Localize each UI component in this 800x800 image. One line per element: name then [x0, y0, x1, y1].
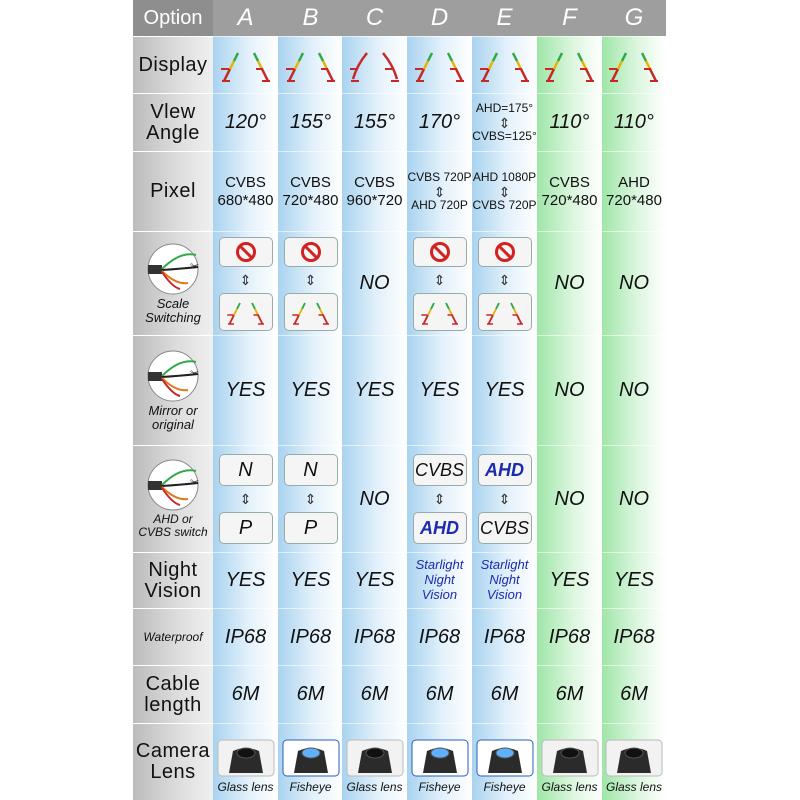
row-label-text: Scale — [156, 295, 190, 311]
view-angle-cell-f — [537, 94, 602, 151]
night-vision-cell-d — [407, 553, 472, 608]
night-vision-value: Vision — [486, 586, 523, 602]
display-cell-f — [537, 37, 602, 93]
waterproof-value: IP68 — [224, 625, 267, 648]
night-vision-value: YES — [613, 569, 655, 591]
cable-cell-b — [278, 666, 343, 723]
mirror-cell-c — [342, 336, 407, 445]
camera-lens-cell-g — [602, 724, 666, 800]
switch-option-text: N — [303, 458, 318, 481]
camera-lens-cell-d — [407, 724, 472, 800]
swap-arrow-icon: ⇕ — [304, 491, 317, 507]
cable-cell-d — [407, 666, 472, 723]
cable-value: 6M — [620, 683, 648, 705]
mirror-value: YES — [484, 379, 525, 401]
waterproof-cell-f — [537, 609, 602, 665]
row-label-text: Night — [148, 558, 198, 581]
prohibited-icon — [429, 241, 451, 263]
lens-type-label: Fisheye — [289, 780, 332, 794]
night-vision-value: Night — [489, 572, 520, 588]
parking-guide-lines-icon — [288, 297, 334, 327]
column-header-c: C — [342, 0, 407, 36]
pixel-value: AHD 720P — [411, 197, 468, 212]
pixel-value: CVBS 720P — [472, 197, 537, 212]
lens-type-label: Glass lens — [541, 780, 598, 794]
parking-guide-lines-icon — [540, 45, 600, 85]
row-label-text: Pixel — [150, 180, 196, 202]
scale-cell-e — [472, 232, 537, 335]
mirror-cell-f — [537, 336, 602, 445]
ahd-switch-cell-c — [342, 446, 407, 552]
column-header-b: B — [278, 0, 343, 36]
pixel-cell-g — [602, 152, 666, 231]
parking-guide-lines-icon — [216, 45, 276, 85]
switch-option-box — [478, 512, 532, 544]
row-label-text: AHD or — [153, 512, 193, 527]
view-angle-cell-c — [342, 94, 407, 151]
pixel-value: AHD 1080P — [472, 169, 537, 184]
swap-arrow-icon: ⇕ — [304, 271, 317, 288]
night-vision-value: YES — [354, 569, 395, 591]
switch-option-text: P — [238, 516, 253, 539]
night-vision-value: YES — [549, 569, 590, 591]
row-label-text: original — [152, 416, 194, 432]
row-label-mirror — [133, 336, 213, 445]
display-cell-e — [472, 37, 537, 93]
guide-lines-box — [219, 293, 273, 331]
lens-type-label: Fisheye — [483, 780, 526, 794]
pixel-cell-a — [213, 152, 278, 231]
row-label-text: Vision — [144, 579, 202, 602]
swap-arrow-icon: ⇕ — [498, 491, 511, 507]
row-label-pixel — [133, 152, 213, 231]
row-label-text: Cable — [145, 672, 201, 695]
switch-option-text: P — [303, 516, 318, 539]
prohibited-icon — [300, 241, 322, 263]
view-angle-value: 120° — [224, 111, 267, 133]
scale-wire-icon — [142, 243, 204, 295]
glass-lens-icon — [605, 739, 663, 777]
ahd-switch-cell-d — [407, 446, 472, 552]
ahd-switch-value: NO — [619, 487, 649, 510]
switch-option-text: CVBS — [414, 459, 465, 480]
parking-guide-lines-icon — [281, 45, 341, 85]
pixel-cell-e — [472, 152, 537, 231]
view-angle-value: 170° — [418, 111, 461, 133]
guide-lines-box — [478, 293, 532, 331]
lens-type-label: Glass lens — [346, 780, 403, 794]
parking-guide-lines-icon — [345, 45, 405, 85]
row-label-scale — [133, 232, 213, 335]
waterproof-cell-b — [278, 609, 343, 665]
ahd_switch-wire-icon — [142, 459, 204, 511]
swap-arrow-icon: ⇕ — [498, 271, 511, 288]
svg-text:✂: ✂ — [190, 259, 200, 273]
night-vision-cell-a — [213, 553, 278, 608]
switch-option-box — [284, 454, 338, 486]
pixel-value: CVBS — [290, 173, 331, 191]
row-label-text: CVBS switch — [138, 525, 208, 539]
swap-arrow-icon: ⇕ — [239, 491, 252, 507]
row-label-cable — [133, 666, 213, 723]
waterproof-value: IP68 — [483, 625, 526, 648]
cable-value: 6M — [231, 683, 260, 705]
view-angle-value: 110° — [614, 111, 654, 133]
row-label-view-angle — [133, 94, 213, 151]
glass-lens-icon — [541, 739, 599, 777]
row-label-text: Switching — [145, 309, 201, 325]
ahd-switch-value: NO — [359, 487, 390, 510]
cable-cell-f — [537, 666, 602, 723]
view-angle-cell-b — [278, 94, 343, 151]
swap-arrow-icon: ⇕ — [433, 491, 446, 507]
column-header-a: A — [213, 0, 278, 36]
switch-option-box — [413, 454, 467, 486]
ahd-switch-cell-g — [602, 446, 666, 552]
ahd-switch-cell-f — [537, 446, 602, 552]
night-vision-value: Vision — [421, 586, 458, 602]
display-cell-c — [342, 37, 407, 93]
scale-value: NO — [619, 272, 649, 294]
cable-cell-c — [342, 666, 407, 723]
column-header-d: D — [407, 0, 472, 36]
pixel-value: 680*480 — [217, 191, 274, 209]
row-label-night — [133, 553, 213, 608]
camera-lens-cell-a — [213, 724, 278, 800]
column-header-f: F — [537, 0, 602, 36]
pixel-cell-b — [278, 152, 343, 231]
pixel-value: AHD — [618, 173, 650, 191]
waterproof-cell-d — [407, 609, 472, 665]
display-cell-d — [407, 37, 472, 93]
waterproof-cell-g — [602, 609, 666, 665]
fisheye-lens-icon — [476, 739, 534, 777]
pixel-value: CVBS — [354, 173, 395, 191]
camera-lens-cell-e — [472, 724, 537, 800]
night-vision-cell-e — [472, 553, 537, 608]
view-angle-value: 155° — [353, 111, 396, 133]
pixel-cell-f — [537, 152, 602, 231]
mirror-value: YES — [290, 379, 331, 401]
mirror-cell-a — [213, 336, 278, 445]
cable-cell-g — [602, 666, 666, 723]
parking-guide-lines-icon — [410, 45, 470, 85]
pixel-value: CVBS — [549, 173, 590, 191]
waterproof-value: IP68 — [353, 625, 396, 648]
mirror-cell-d — [407, 336, 472, 445]
row-label-text: Lens — [150, 761, 196, 783]
night-vision-value: Starlight — [415, 557, 464, 573]
scale-cell-f — [537, 232, 602, 335]
parking-guide-lines-icon — [223, 297, 269, 327]
parking-guide-lines-icon — [475, 45, 535, 85]
mirror-value: YES — [354, 379, 395, 401]
fisheye-lens-icon — [282, 739, 340, 777]
waterproof-value: IP68 — [548, 625, 591, 648]
prohibited-icon-box — [413, 237, 467, 267]
night-vision-cell-b — [278, 553, 343, 608]
display-cell-a — [213, 37, 278, 93]
row-label-waterproof — [133, 609, 213, 665]
scale-cell-a — [213, 232, 278, 335]
night-vision-value: YES — [290, 569, 331, 591]
mirror-value: YES — [419, 379, 460, 401]
parking-guide-lines-icon — [482, 297, 528, 327]
mirror-cell-e — [472, 336, 537, 445]
night-vision-cell-c — [342, 553, 407, 608]
column-header-g: G — [602, 0, 666, 36]
pixel-value: 720*480 — [606, 191, 662, 209]
option-header: Option — [133, 0, 213, 36]
row-label-text: Mirror or — [148, 402, 198, 418]
guide-lines-box — [284, 293, 338, 331]
view-angle-value: CVBS=125° — [472, 128, 537, 143]
switch-option-box — [219, 512, 273, 544]
night-vision-value: Night — [424, 572, 455, 588]
cable-cell-e — [472, 666, 537, 723]
cable-cell-a — [213, 666, 278, 723]
cable-value: 6M — [296, 683, 325, 705]
switch-option-box — [478, 454, 532, 486]
ahd-switch-value: NO — [554, 487, 585, 510]
row-label-text: Vlew — [150, 100, 196, 123]
pixel-value: CVBS 720P — [407, 169, 472, 184]
row-label-ahd-switch — [133, 446, 213, 552]
mirror-value: NO — [619, 379, 649, 401]
row-label-display — [133, 37, 213, 93]
scale-cell-g — [602, 232, 666, 335]
pixel-cell-c — [342, 152, 407, 231]
row-label-text: Display — [138, 53, 208, 76]
row-label-text: Angle — [146, 121, 200, 144]
mirror-cell-b — [278, 336, 343, 445]
camera-lens-cell-c — [342, 724, 407, 800]
swap-arrow-icon: ⇕ — [498, 114, 511, 131]
night-vision-value: YES — [225, 569, 266, 591]
camera-lens-cell-f — [537, 724, 602, 800]
mirror-value: YES — [225, 379, 266, 401]
view-angle-cell-e — [472, 94, 537, 151]
swap-arrow-icon: ⇕ — [433, 271, 446, 288]
pixel-value: 960*720 — [346, 191, 403, 209]
svg-text:✂: ✂ — [190, 476, 200, 490]
swap-arrow-icon: ⇕ — [239, 271, 252, 288]
cable-value: 6M — [555, 683, 584, 705]
view-angle-value: 155° — [289, 111, 332, 133]
mirror-value: NO — [554, 379, 585, 401]
scale-cell-c — [342, 232, 407, 335]
row-label-text: Camera — [135, 740, 211, 762]
view-angle-cell-d — [407, 94, 472, 151]
waterproof-value: IP68 — [289, 625, 332, 648]
display-cell-b — [278, 37, 343, 93]
scale-value: NO — [359, 272, 390, 294]
view-angle-value: 110° — [549, 111, 590, 133]
swap-arrow-icon: ⇕ — [433, 183, 446, 200]
swap-arrow-icon: ⇕ — [498, 183, 511, 200]
view-angle-value: AHD=175° — [475, 100, 534, 115]
fisheye-lens-icon — [411, 739, 469, 777]
row-label-text: Waterproof — [143, 629, 203, 644]
guide-lines-box — [413, 293, 467, 331]
pixel-value: 720*480 — [282, 191, 339, 209]
waterproof-cell-a — [213, 609, 278, 665]
switch-option-text: AHD — [420, 517, 459, 538]
prohibited-icon-box — [284, 237, 338, 267]
ahd-switch-cell-a — [213, 446, 278, 552]
mirror-wire-icon — [142, 350, 204, 402]
view-angle-cell-g — [602, 94, 666, 151]
waterproof-cell-c — [342, 609, 407, 665]
pixel-value: 720*480 — [541, 191, 598, 209]
camera-lens-cell-b — [278, 724, 343, 800]
prohibited-icon — [235, 241, 257, 263]
glass-lens-icon — [217, 739, 275, 777]
scale-cell-b — [278, 232, 343, 335]
cable-value: 6M — [425, 683, 454, 705]
waterproof-value: IP68 — [418, 625, 461, 648]
night-vision-cell-f — [537, 553, 602, 608]
lens-type-label: Fisheye — [418, 780, 461, 794]
switch-option-text: N — [238, 458, 253, 481]
view-angle-cell-a — [213, 94, 278, 151]
svg-text:✂: ✂ — [190, 366, 200, 380]
switch-option-text: CVBS — [479, 517, 530, 538]
ahd-switch-cell-e — [472, 446, 537, 552]
mirror-cell-g — [602, 336, 666, 445]
display-cell-g — [602, 37, 666, 93]
parking-guide-lines-icon — [604, 45, 664, 85]
cable-value: 6M — [360, 683, 389, 705]
pixel-value: CVBS — [225, 173, 266, 191]
column-header-e: E — [472, 0, 537, 36]
switch-option-box — [219, 454, 273, 486]
night-vision-cell-g — [602, 553, 666, 608]
night-vision-value: Starlight — [480, 557, 529, 573]
prohibited-icon-box — [478, 237, 532, 267]
lens-type-label: Glass lens — [605, 780, 663, 794]
switch-option-box — [284, 512, 338, 544]
scale-cell-d — [407, 232, 472, 335]
lens-type-label: Glass lens — [217, 780, 274, 794]
prohibited-icon — [494, 241, 516, 263]
waterproof-value: IP68 — [613, 625, 655, 648]
parking-guide-lines-icon — [417, 297, 463, 327]
pixel-cell-d — [407, 152, 472, 231]
scale-value: NO — [554, 272, 585, 294]
glass-lens-icon — [346, 739, 404, 777]
cable-value: 6M — [490, 683, 519, 705]
row-label-text: length — [144, 693, 202, 716]
switch-option-box — [413, 512, 467, 544]
prohibited-icon-box — [219, 237, 273, 267]
row-label-camera — [133, 724, 213, 800]
switch-option-text: AHD — [485, 459, 524, 480]
waterproof-cell-e — [472, 609, 537, 665]
ahd-switch-cell-b — [278, 446, 343, 552]
